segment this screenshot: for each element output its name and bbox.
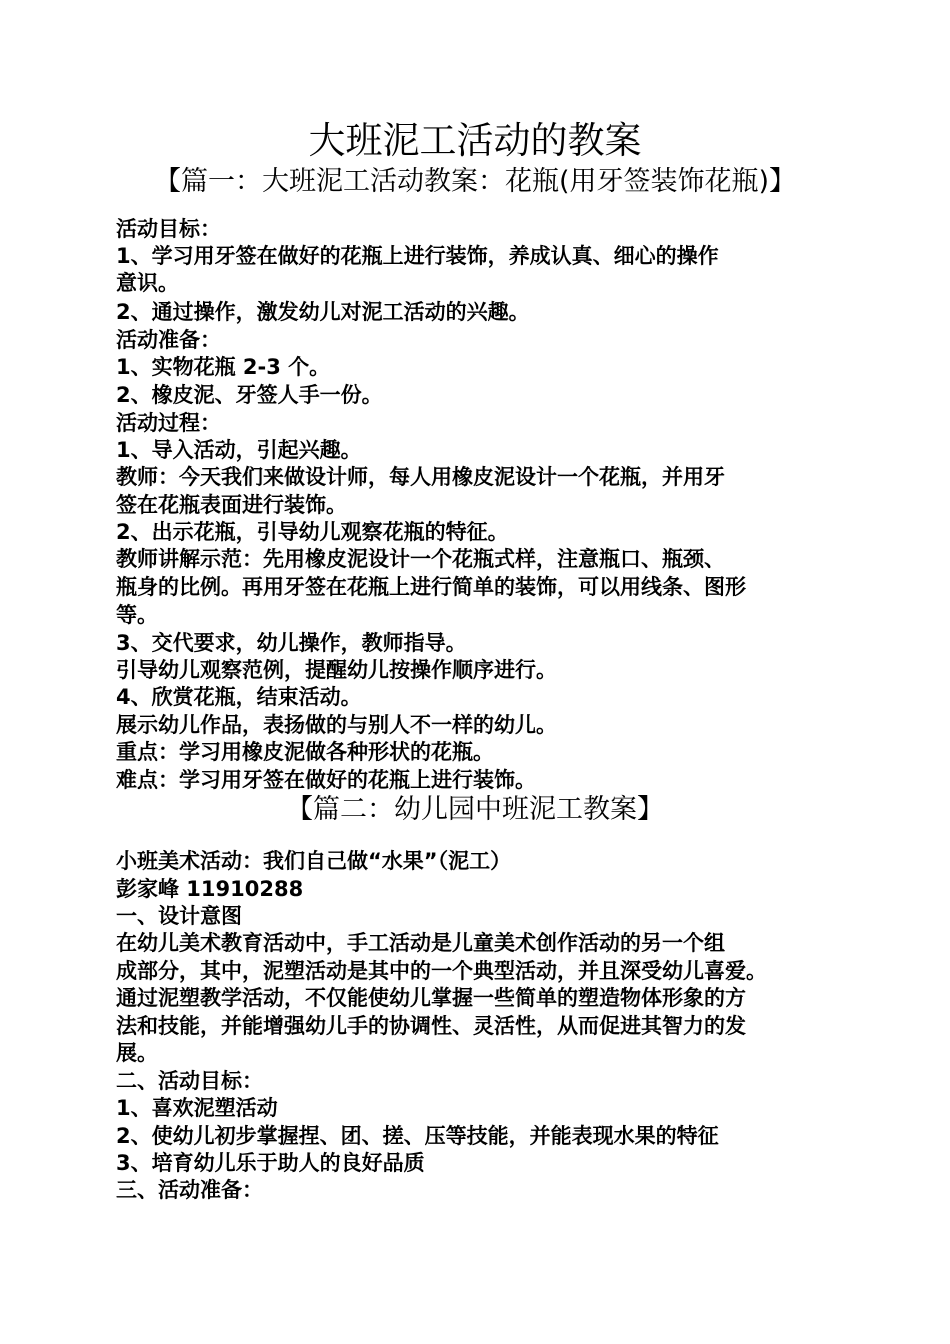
- text-line: 1、喜欢泥塑活动: [116, 1096, 278, 1120]
- text-line: 2、使幼儿初步掌握捏、团、搓、压等技能，并能表现水果的特征: [116, 1124, 719, 1148]
- text-line: 1、学习用牙签在做好的花瓶上进行装饰，养成认真、细心的操作: [116, 244, 719, 268]
- text-line: 引导幼儿观察范例，提醒幼儿按操作顺序进行。: [116, 658, 557, 682]
- text-line: 1、导入活动，引起兴趣。: [116, 438, 362, 462]
- text-line: 活动目标：: [116, 217, 221, 241]
- text-line: 在幼儿美术教育活动中，手工活动是儿童美术创作活动的另一个组: [116, 931, 725, 955]
- text-line: 2、橡皮泥、牙签人手一份。: [116, 383, 383, 407]
- text-line: 一、设计意图: [116, 904, 242, 928]
- text-line: 教师讲解示范：先用橡皮泥设计一个花瓶式样，注意瓶口、瓶颈、: [116, 547, 725, 571]
- text-line: 展示幼儿作品，表扬做的与别人不一样的幼儿。: [116, 713, 557, 737]
- text-line: 瓶身的比例。再用牙签在花瓶上进行简单的装饰，可以用线条、图形: [116, 575, 746, 599]
- text-line: 签在花瓶表面进行装饰。: [116, 493, 347, 517]
- text-line: 活动过程：: [116, 411, 221, 435]
- text-line: 意识。: [116, 271, 179, 295]
- section-title-2: 【篇二：幼儿园中班泥工教案】: [286, 794, 664, 825]
- text-line: 重点：学习用橡皮泥做各种形状的花瓶。: [116, 740, 494, 764]
- text-line: 通过泥塑教学活动，不仅能使幼儿掌握一些简单的塑造物体形象的方: [116, 986, 746, 1010]
- text-line: 2、通过操作，激发幼儿对泥工活动的兴趣。: [116, 300, 530, 324]
- text-line: 展。: [116, 1041, 158, 1065]
- text-line: 教师：今天我们来做设计师，每人用橡皮泥设计一个花瓶，并用牙: [116, 465, 725, 489]
- text-line: 难点：学习用牙签在做好的花瓶上进行装饰。: [116, 768, 536, 792]
- text-line: 2、出示花瓶，引导幼儿观察花瓶的特征。: [116, 520, 509, 544]
- text-line: 3、培育幼儿乐于助人的良好品质: [116, 1151, 425, 1175]
- text-line: 法和技能，并能增强幼儿手的协调性、灵活性，从而促进其智力的发: [116, 1014, 746, 1038]
- text-line: 活动准备：: [116, 328, 221, 352]
- text-line: 3、交代要求，幼儿操作，教师指导。: [116, 631, 467, 655]
- text-line: 1、实物花瓶 2-3 个。: [116, 355, 331, 379]
- section-title-1: 【篇一：大班泥工活动教案：花瓶(用牙签装饰花瓶)】: [153, 166, 797, 197]
- text-line: 二、活动目标：: [116, 1069, 263, 1093]
- text-line: 4、欣赏花瓶，结束活动。: [116, 685, 362, 709]
- text-line: 小班美术活动：我们自己做“水果”（泥工）: [116, 849, 512, 873]
- text-line: 三、活动准备：: [116, 1178, 263, 1202]
- document-title: 大班泥工活动的教案: [308, 119, 642, 162]
- text-line: 彭家峰 11910288: [116, 877, 304, 901]
- text-line: 等。: [116, 603, 158, 627]
- text-line: 成部分，其中，泥塑活动是其中的一个典型活动，并且深受幼儿喜爱。: [116, 959, 767, 983]
